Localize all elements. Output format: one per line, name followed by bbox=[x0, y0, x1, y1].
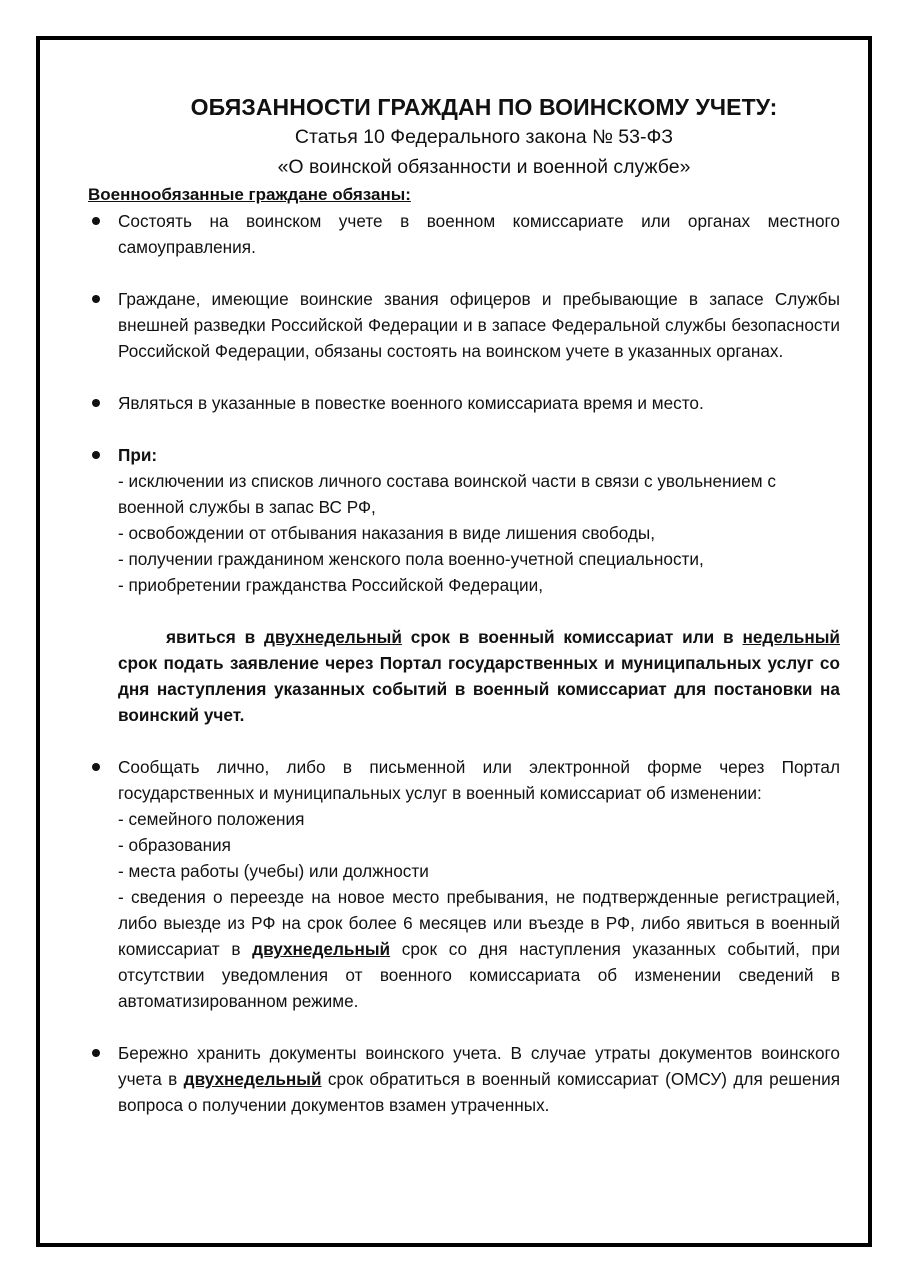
sub-item: - образования bbox=[118, 835, 231, 855]
sub-item: - получении гражданином женского пола военно-учетной специальности, bbox=[118, 549, 704, 569]
list-item-text: Бережно хранить документы воинского учета. В случае утраты документов воинского учета в bbox=[118, 1043, 840, 1089]
underlined-term: двухнедельный bbox=[183, 1069, 322, 1089]
list-item-text: Сообщать лично, либо в письменной или электронной форме через Портал государственных и муниципальных услуг в военный комиссариат об изменении: bbox=[118, 757, 840, 803]
list-item-text: Граждане, имеющие воинские звания офицеров и пребывающие в запасе Службы внешней разведки Российской Федерации и в запасе Федеральной службы безопасности Российской Федерации, обязаны состоять на воинском учете в указанных органах. bbox=[118, 289, 840, 361]
document-subtitle-law: Статья 10 Федерального закона № 53-ФЗ bbox=[294, 126, 674, 148]
document-subtitle-law-name: «О воинской обязанности и военной службе» bbox=[277, 156, 691, 178]
list-item-events bbox=[88, 442, 840, 598]
list-item-registration bbox=[88, 208, 840, 260]
list-item-officers bbox=[88, 286, 840, 364]
underlined-term: двухнедельный bbox=[264, 627, 402, 647]
sub-item-relocation bbox=[118, 884, 840, 1014]
emphasis-text: срок подать заявление через Портал государственных и муниципальных услуг со дня наступления указанных событий в военный комиссариат для постановки на воинский учет. bbox=[118, 653, 840, 725]
underlined-term: двухнедельный bbox=[252, 939, 391, 959]
document-body bbox=[88, 92, 840, 1118]
list-item-summons bbox=[88, 390, 840, 416]
list-item-keep-documents bbox=[88, 1040, 840, 1118]
section-heading: Военнообязанные граждане обязаны: bbox=[88, 185, 411, 204]
list-item-text: Состоять на воинском учете в военном комиссариате или органах местного самоуправления. bbox=[118, 211, 840, 257]
emphasis-text: явиться в bbox=[166, 627, 264, 647]
sub-item: - освобождении от отбывания наказания в виде лишения свободы, bbox=[118, 523, 656, 543]
sub-item: - семейного положения bbox=[118, 809, 305, 829]
list-item-label: При: bbox=[118, 445, 158, 465]
sub-item-text: - сведения о переезде на новое место пребывания, не подтвержденные регистрацией, либо выезде из РФ на срок более 6 месяцев или въезде в РФ, либо явиться в военный комиссариат в bbox=[118, 887, 840, 959]
sub-item: - исключении из списков личного состава воинской части в связи с увольнением с военной службы в запас ВС РФ, bbox=[118, 471, 776, 517]
list-item-text: срок обратиться в военный комиссариат (ОМСУ) для решения вопроса о получении документов взамен утраченных. bbox=[118, 1069, 840, 1115]
sub-item: - приобретении гражданства Российской Федерации, bbox=[118, 575, 543, 595]
sub-item: - места работы (учебы) или должности bbox=[118, 861, 429, 881]
list-item-text: Являться в указанные в повестке военного комиссариата время и место. bbox=[118, 393, 704, 413]
emphasis-paragraph bbox=[88, 624, 840, 728]
document-title: ОБЯЗАННОСТИ ГРАЖДАН ПО ВОИНСКОМУ УЧЕТУ: bbox=[190, 94, 778, 120]
underlined-term: недельный bbox=[742, 627, 840, 647]
list-item-notify-changes bbox=[88, 754, 840, 1014]
sub-item-text: срок со дня наступления указанных событий, при отсутствии уведомления от военного комиссариата об изменении сведений в автоматизированном режиме. bbox=[118, 939, 840, 1011]
emphasis-text: срок в военный комиссариат или в bbox=[401, 627, 743, 647]
